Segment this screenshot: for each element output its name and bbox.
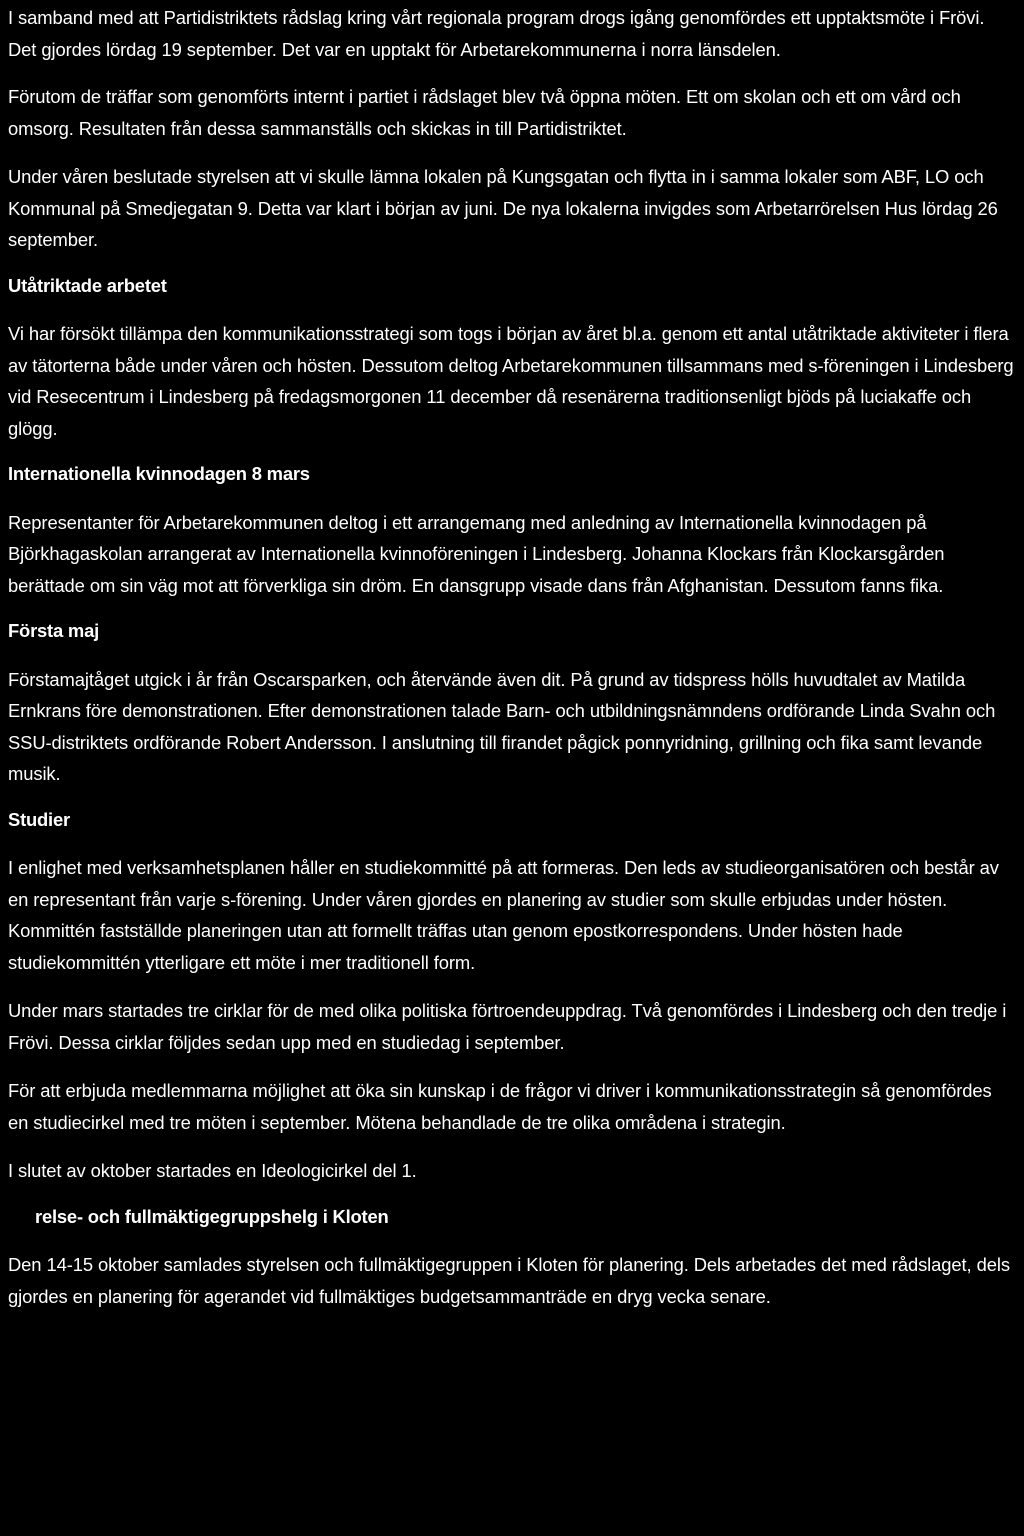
paragraph-forsta-maj: Förstamajtåget utgick i år från Oscarsparken, och återvände även dit. På grund av tidspress hölls huvudtalet av Matilda Ernkrans före demonstrationen. Efter demonstrationen talade Barn- och utbildningsnämndens ordförande Linda Svahn och SSU-distriktets ordförande Robert Andersson. I anslutning till firandet pågick ponnyridning, grillning och fika samt levande musik. [8, 668, 996, 784]
paragraph-oppna-moten: Förutom de träffar som genomförts internt i partiet i rådslaget blev två öppna möten. Ett om skolan och ett om vård och omsorg. Resultaten från dessa sammanställs och skickas in till Partidistriktet. [8, 86, 961, 139]
paragraph-kommunikationsstrategi-cirkel: För att erbjuda medlemmarna möjlighet att öka sin kunskap i de frågor vi driver i kommunikationsstrategin så genomfördes en studiecirkel med tre möten i september. Mötena behandlade de tre olika områdena i strategin. [8, 1080, 992, 1133]
heading-forsta-maj: Första maj [8, 620, 100, 641]
heading-utatriktade-arbetet: Utåtriktade arbetet [8, 274, 167, 296]
heading-kloten-helg: relse- och fullmäktigegruppshelg i Kloten [35, 1205, 389, 1227]
paragraph-kloten-helg: Den 14-15 oktober samlades styrelsen och fullmäktigegruppen i Kloten för planering. Dels arbetades det med rådslaget, dels gjordes en planering för agerandet vid fullmäktiges budgetsammanträde en dryg vecka senare. [8, 1254, 1010, 1307]
paragraph-studiekommitte: I enlighet med verksamhetsplanen håller en studiekommitté på att formeras. Den leds av studieorganisatören och består av en representant från varje s-förening. Under våren gjordes en planering av studier som skulle erbjudas under hösten. Kommittén fastställde planeringen utan att formellt träffas utan genom epostkorrespondens. Under hösten hade studiekommittén ytterligare ett möte i mer traditionell form. [8, 857, 999, 973]
paragraph-radslag-upptakt: I samband med att Partidistriktets rådslag kring vårt regionala program drogs igång genomfördes ett upptaktsmöte i Frövi. Det gjordes lördag 19 september. Det var en upptakt för Arbetarekommunerna i norra länsdelen. [8, 7, 985, 60]
heading-internationella-kvinnodagen: Internationella kvinnodagen 8 mars [8, 463, 310, 484]
paragraph-cirklar-mars: Under mars startades tre cirklar för de med olika politiska förtroendeuppdrag. Två genomfördes i Lindesberg och den tredje i Frövi. Dessa cirklar följdes sedan upp med en studiedag i september. [8, 1000, 1007, 1053]
paragraph-nya-lokaler: Under våren beslutade styrelsen att vi skulle lämna lokalen på Kungsgatan och flytta in i samma lokaler som ABF, LO och Kommunal på Smedjegatan 9. Detta var klart i början av juni. De nya lokalerna invigdes som Arbetarrörelsen Hus lördag 26 september. [8, 166, 998, 250]
paragraph-internationella-kvinnodagen: Representanter för Arbetarekommunen deltog i ett arrangemang med anledning av Internationella kvinnodagen på Björkhagaskolan arrangerat av Internationella kvinnoföreningen i Lindesberg. Johanna Klockars från Klockarsgården berättade om sin väg mot att förverkliga sin dröm. En dansgrupp visade dans från Afghanistan. Dessutom fanns fika. [8, 511, 945, 596]
paragraph-utatriktade-arbetet: Vi har försökt tillämpa den kommunikationsstrategi som togs i början av året bl.a. genom ett antal utåtriktade aktiviteter i flera av tätorterna både under våren och hösten. Dessutom deltog Arbetarekommunen tillsammans med s-föreningen i Lindesberg vid Resecentrum i Lindesberg på fredagsmorgonen 11 december då resenärerna traditionsenligt bjöds på luciakaffe och glögg. [8, 323, 1014, 439]
paragraph-ideologicirkel: I slutet av oktober startades en Ideologicirkel del 1. [8, 1160, 417, 1181]
heading-studier: Studier [8, 808, 70, 830]
